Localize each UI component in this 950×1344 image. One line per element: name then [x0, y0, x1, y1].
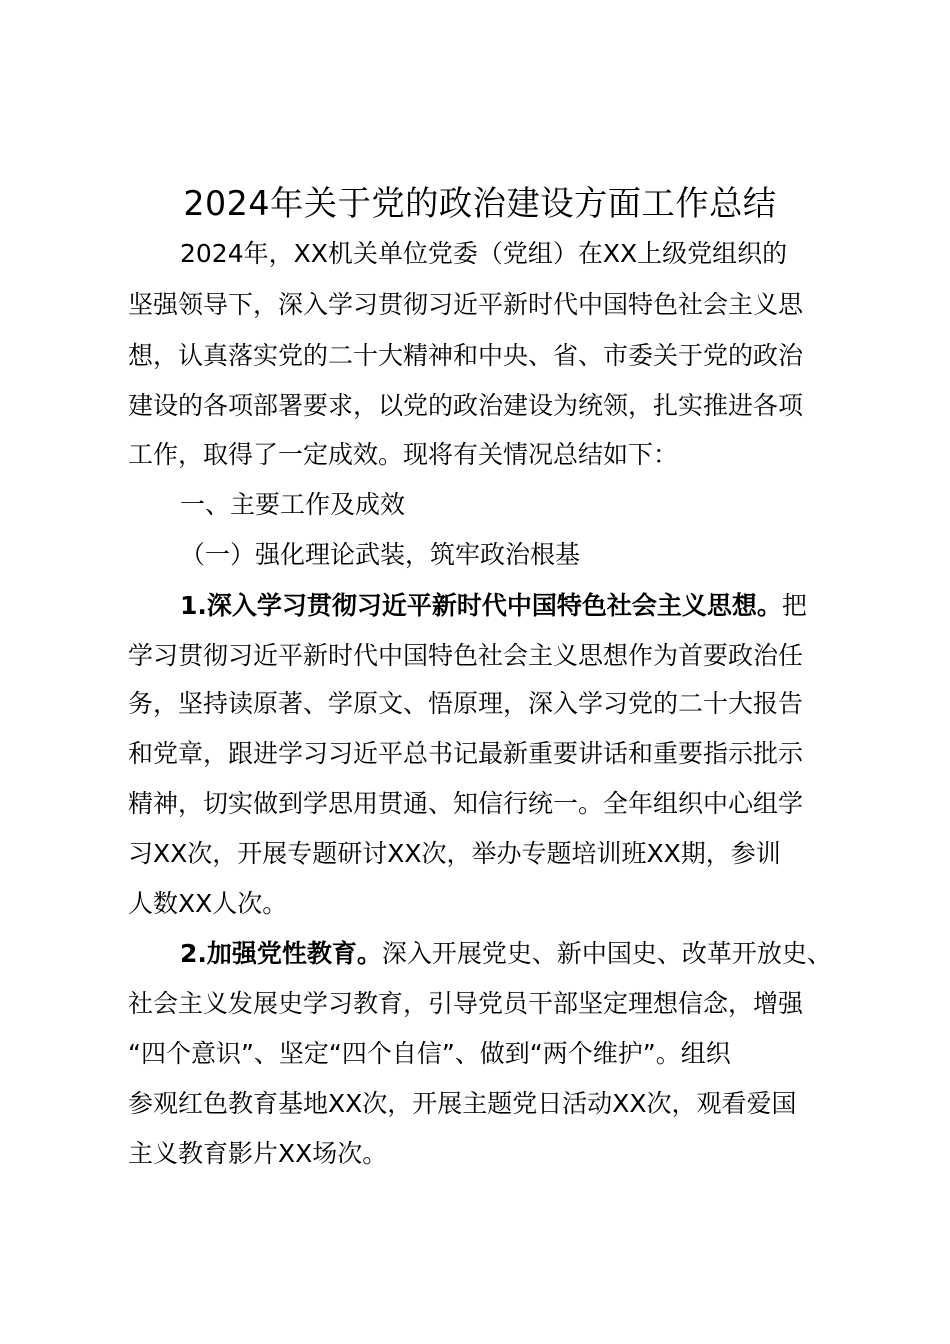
intro-line: 想，认真落实党的二十大精神和中央、省、市委关于党的政治: [128, 341, 804, 370]
intro-line: 坚强领导下，深入学习贯彻习近平新时代中国特色社会主义思: [128, 290, 804, 319]
intro-line: 2024年，XX机关单位党委（党组）在XX上级党组织的: [180, 239, 788, 268]
item1-line: 人数XX人次。: [128, 889, 288, 918]
item2-first-line: [180, 936, 832, 972]
section-heading: 一、主要工作及成效: [180, 490, 406, 519]
item1-heading: 1.深入学习贯彻习近平新时代中国特色社会主义思想。: [180, 591, 782, 620]
item1-line: 精神，切实做到学思用贯通、知信行统一。全年组织中心组学: [128, 789, 804, 818]
item1-first-line-rest: 把: [781, 591, 807, 620]
item1-line: 务，坚持读原著、学原文、悟原理，深入学习党的二十大报告: [128, 689, 804, 718]
item1-line: 和党章，跟进学习习近平总书记最新重要讲话和重要指示批示: [128, 739, 804, 768]
item2-heading: 2.加强党性教育。: [180, 939, 382, 968]
item2-line: 参观红色教育基地XX次，开展主题党日活动XX次，观看爱国: [128, 1089, 797, 1118]
item2-first-line-rest: 深入开展党史、新中国史、改革开放史、: [381, 939, 832, 968]
item2-line: “四个意识”、坚定“四个自信”、做到“两个维护”。组织: [128, 1039, 731, 1068]
intro-line: 建设的各项部署要求，以党的政治建设为统领，扎实推进各项: [128, 391, 804, 420]
document-title: 2024年关于党的政治建设方面工作总结: [183, 184, 777, 224]
item2-line: 社会主义发展史学习教育，引导党员干部坚定理想信念，增强: [128, 989, 804, 1018]
intro-line: 工作，取得了一定成效。现将有关情况总结如下：: [128, 440, 679, 469]
subsection-heading: （一）强化理论武装，筑牢政治根基: [180, 540, 581, 569]
item1-line: 习XX次，开展专题研讨XX次，举办专题培训班XX期，参训: [128, 839, 781, 868]
item1-line: 学习贯彻习近平新时代中国特色社会主义思想作为首要政治任: [128, 641, 804, 670]
item2-line: 主义教育影片XX场次。: [128, 1139, 388, 1168]
item1-first-line: [180, 588, 807, 624]
